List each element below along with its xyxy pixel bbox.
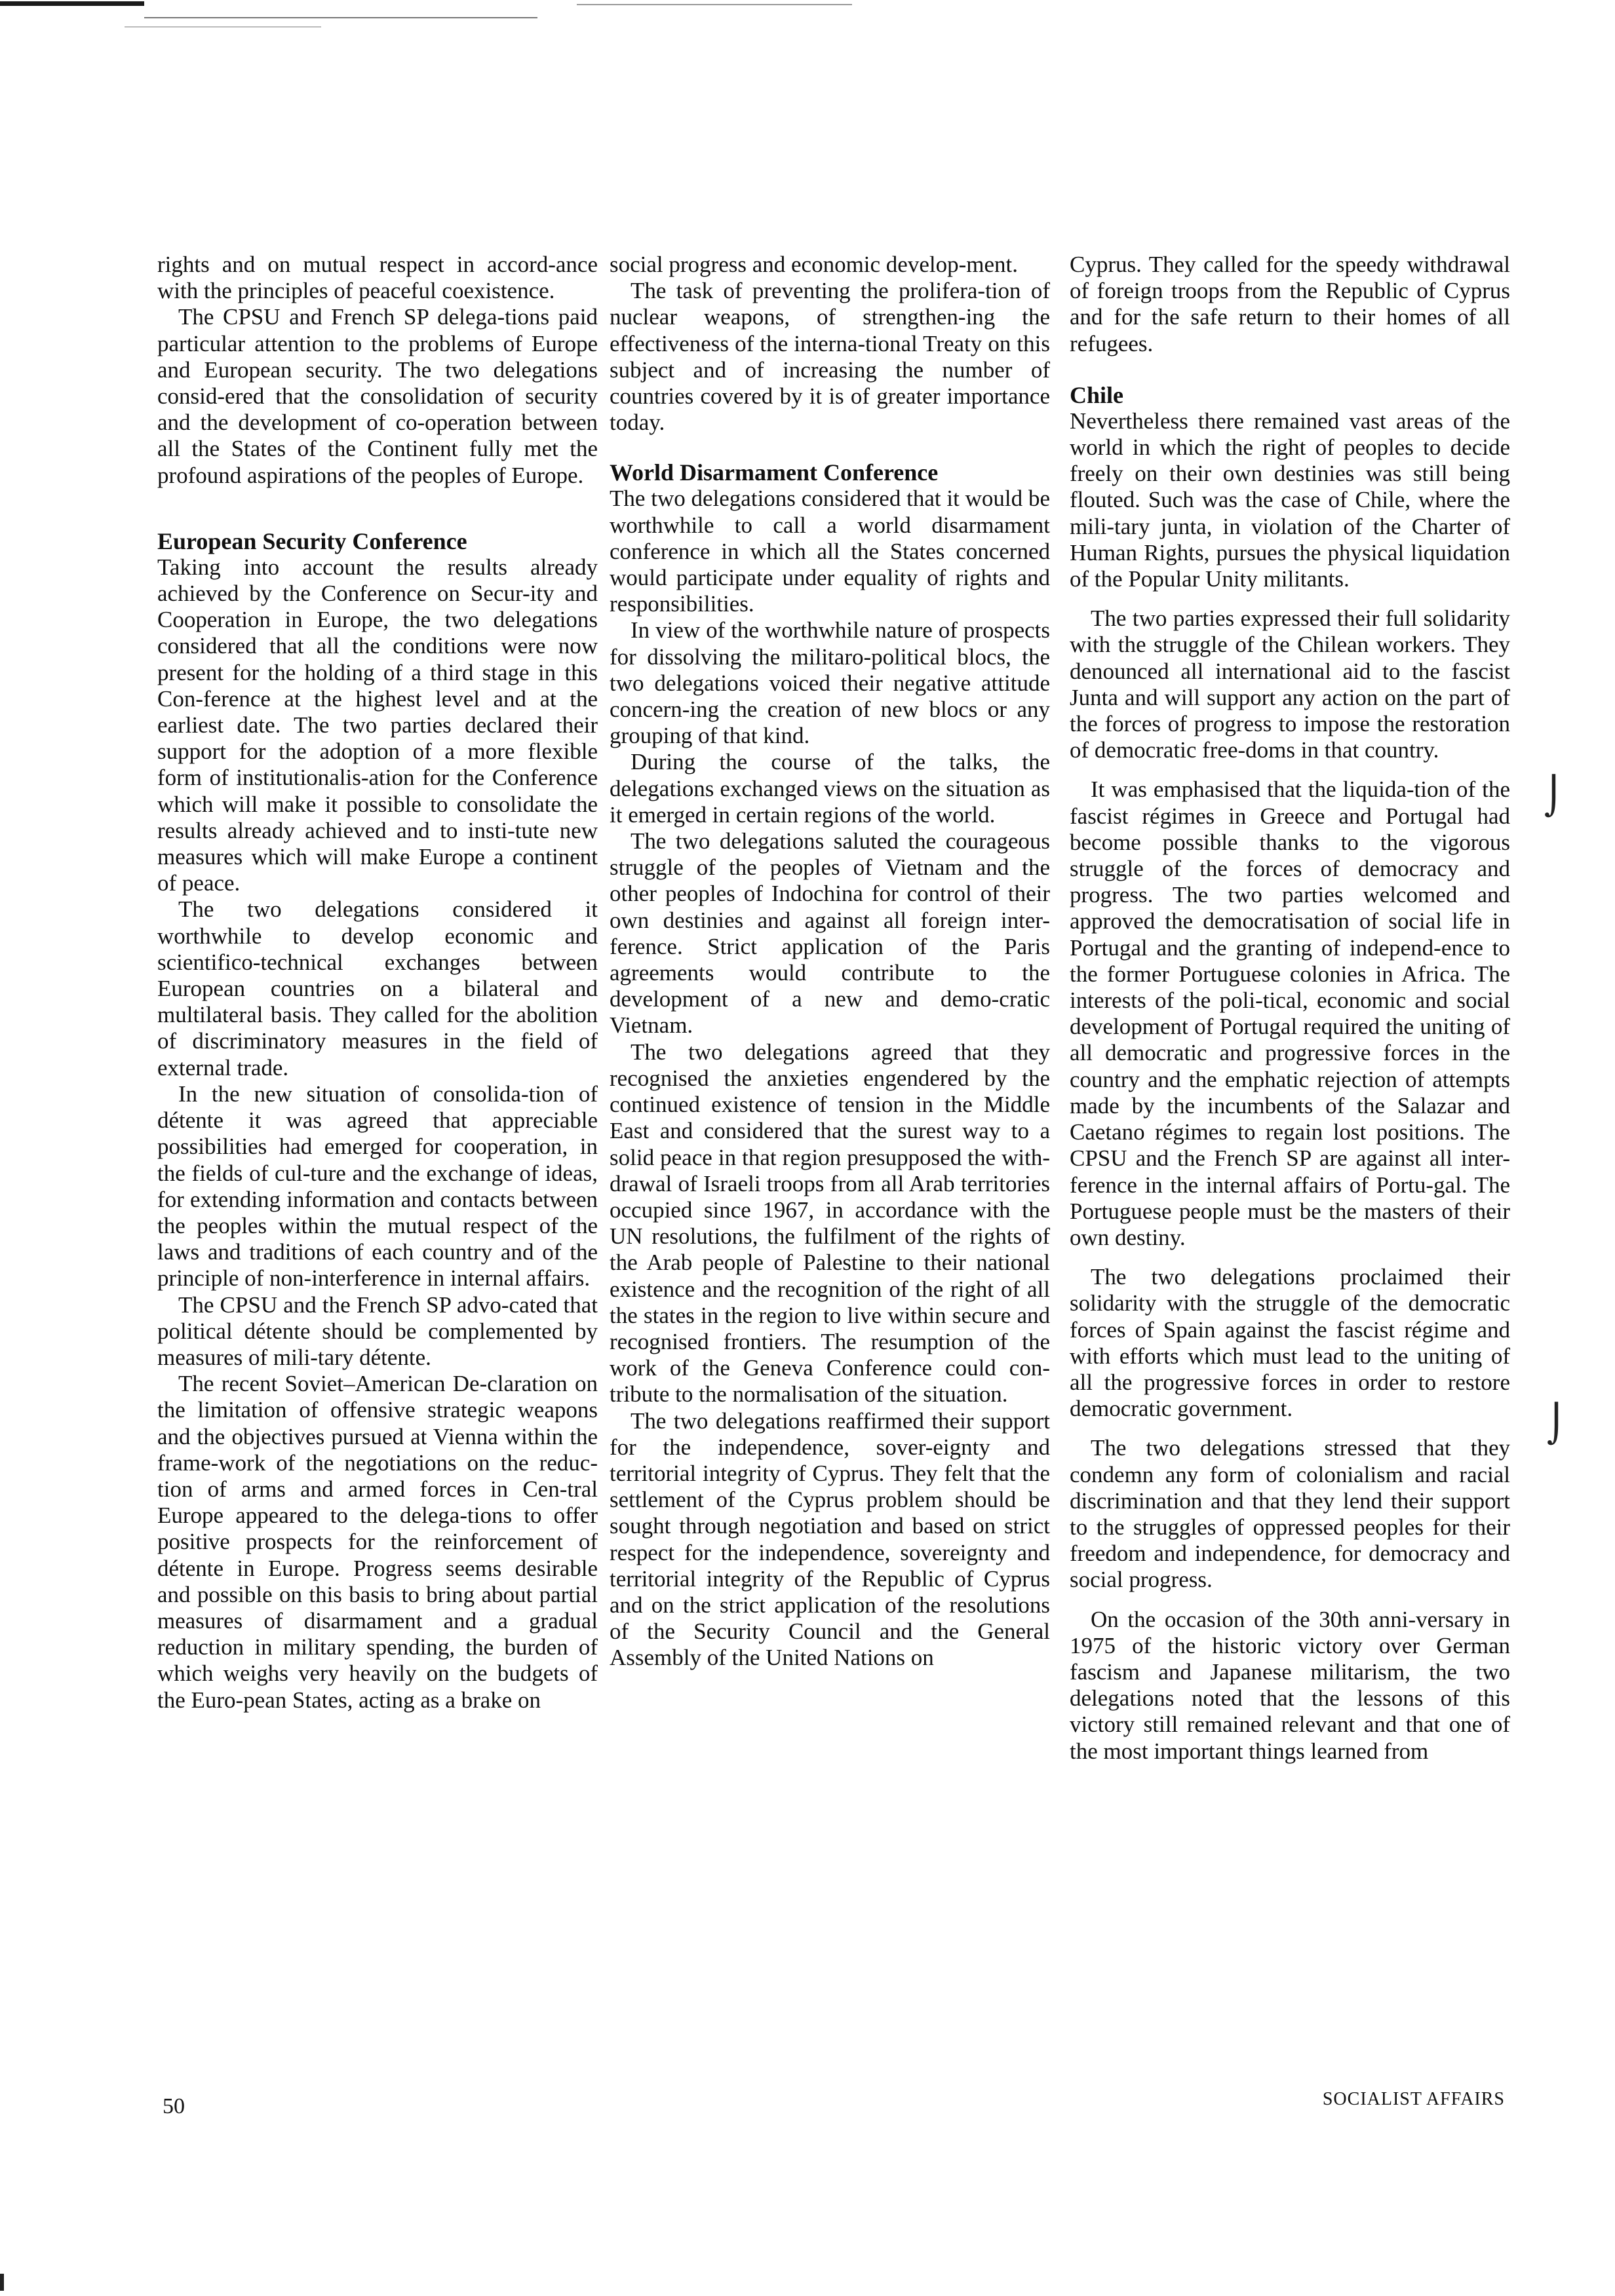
header-rule bbox=[0, 1, 144, 6]
paragraph: Nevertheless there remained vast areas of the world in which the right of peoples to decide freely on their own destinies was still being flouted. Such was the case of Chile, where the mili-tary junta, in violation of the Charter of Human Rights, pursues the physical liquidation of the Popular Unity militants. bbox=[1070, 408, 1510, 592]
scan-corner-mark bbox=[0, 2274, 4, 2291]
paragraph: The two delegations reaffirmed their support for the independence, sover-eignty and territorial integrity of Cyprus. They felt that the settlement of the Cyprus problem should be sought through negotiation and based on strict respect for the independence, sovereignty and territorial integrity of the Republic of Cyprus and on the strict application of the resolutions of the Security Council and the General Assembly of the United Nations on bbox=[610, 1407, 1050, 1671]
paragraph: In the new situation of consolida-tion of détente it was agreed that appreciable possibilities had emerged for cooperation, in the fields of cul-ture and the exchange of ideas, for extending information and contacts between the peoples within the mutual respect of the laws and traditions of each country and of the principle of non-interference in internal affairs. bbox=[157, 1081, 598, 1292]
header-rule-thin bbox=[144, 17, 537, 18]
section-heading-chile: Chile bbox=[1070, 381, 1124, 408]
paragraph: rights and on mutual respect in accord-ance with the principles of peaceful coexistence. bbox=[157, 252, 598, 304]
paragraph: Cyprus. They called for the speedy withdrawal of foreign troops from the Republic of Cyprus and for the safe return to their homes of all refugees. bbox=[1070, 252, 1510, 356]
paragraph: The two delegations proclaimed their solidarity with the struggle of the democratic forces of Spain against the fascist régime and with efforts which must lead to the uniting of all the progressive forces in order to restore democratic government. bbox=[1070, 1264, 1510, 1422]
paragraph: The two parties expressed their full solidarity with the struggle of the Chilean workers. They denounced all international aid to the fascist Junta and will support any action on the part of the forces of progress to impose the restoration of democratic free-doms in that country. bbox=[1070, 605, 1510, 763]
header-rule-right bbox=[577, 4, 852, 5]
margin-mark-icon: ⌡ bbox=[1547, 1403, 1566, 1445]
section-heading-world-disarmament: World Disarmament Conference bbox=[610, 459, 939, 486]
paragraph: The CPSU and the French SP advo-cated that political détente should be complemented by measures of mili-tary détente. bbox=[157, 1292, 598, 1370]
page-number: 50 bbox=[163, 2094, 185, 2118]
paragraph: social progress and economic develop-ment. bbox=[610, 252, 1018, 277]
paragraph: On the occasion of the 30th anni-versary in 1975 of the historic victory over German fascism and Japanese militarism, the two delegations noted that the lessons of this victory still remained relevant and that one of the most important things learned from bbox=[1070, 1606, 1510, 1764]
paragraph: The two delegations considered it worthwhile to develop economic and scientifico-technical exchanges between European countries on a bilateral and multilateral basis. They called for the abolition of discriminatory measures in the field of external trade. bbox=[157, 896, 598, 1081]
paragraph: The recent Soviet–American De-claration on the limitation of offensive strategic weapons and the objectives pursued at Vienna within the frame-work of the negotiations on the reduc-tion of arms and armed forces in Cen-tral Europe appeared to the delega-tions to offer positive prospects for the reinforcement of détente in Europe. Progress seems desirable and possible on this basis to bring about partial measures of disarmament and a gradual reduction in military spending, the burden of which weighs very heavily on the budgets of the Euro-pean States, acting as a brake on bbox=[157, 1371, 598, 1713]
text-column-left bbox=[157, 252, 598, 1713]
paragraph: During the course of the talks, the delegations exchanged views on the situation as it emerged in certain regions of the world. bbox=[610, 749, 1050, 828]
paragraph: It was emphasised that the liquida-tion of the fascist régimes in Greece and Portugal had become possible thanks to the vigorous struggle of the forces of democracy and progress. The two parties welcomed and approved the democratisation of social life in Portugal and the granting of independ-ence to the former Portuguese colonies in Africa. The interests of the poli-tical, economic and social development of Portugal required the uniting of all democratic and progressive forces in the country and the emphatic rejection of attempts made by the incumbents of the Salazar and Caetano régimes to regain lost positions. The CPSU and the French SP are against all inter-ference in the internal affairs of Portu-gal. The Portuguese people must be the masters of their own destiny. bbox=[1070, 776, 1510, 1250]
paragraph: The task of preventing the prolifera-tion of nuclear weapons, of strengthen-ing the effectiveness of the interna-tional Treaty on this subject and of increasing the number of countries covered by it is of greater importance today. bbox=[610, 278, 1050, 436]
paragraph: In view of the worthwhile nature of prospects for dissolving the militaro-political blocs, the two delegations voiced their negative attitude concern-ing the creation of new blocs or any grouping of that kind. bbox=[610, 617, 1050, 749]
publication-name: SOCIALIST AFFAIRS bbox=[1322, 2089, 1505, 2109]
paragraph: The two delegations saluted the courageous struggle of the peoples of Vietnam and the other peoples of Indochina for control of their own destinies and against all foreign inter-ference. Strict application of the Paris agreements would contribute to the development of a new and demo-cratic Vietnam. bbox=[610, 828, 1050, 1039]
header-rule-faint bbox=[125, 26, 321, 28]
margin-mark-icon: ⌡ bbox=[1544, 775, 1564, 818]
section-heading-european-security: European Security Conference bbox=[157, 527, 467, 554]
text-column-middle bbox=[610, 252, 1050, 1672]
paragraph: The two delegations considered that it would be worthwhile to call a world disarmament conference in which all the States concerned would participate under equality of rights and responsibilities. bbox=[610, 486, 1050, 617]
paragraph: The two delegations agreed that they recognised the anxieties engendered by the continued existence of tension in the Middle East and considered that the surest way to a solid peace in that region presupposed the with-drawal of Israeli troops from all Arab territories occupied since 1967, in accordance with the UN resolutions, the fulfilment of the rights of the Arab people of Palestine to their national existence and the recognition of the right of all the states in the region to live within secure and recognised frontiers. The resumption of the work of the Geneva Conference could con-tribute to the normalisation of the situation. bbox=[610, 1039, 1050, 1407]
paragraph: The two delegations stressed that they condemn any form of colonialism and racial discrimination and that they lend their support to the struggles of oppressed peoples for their freedom and independence, for democracy and social progress. bbox=[1070, 1435, 1510, 1593]
text-column-right bbox=[1070, 252, 1510, 1765]
paragraph: The CPSU and French SP delega-tions paid particular attention to the problems of Europe and European security. The two delegations consid-ered that the consolidation of security and the development of co-operation between all the States of the Continent fully met the profound aspirations of the peoples of Europe. bbox=[157, 304, 598, 488]
paragraph: Taking into account the results already achieved by the Conference on Secur-ity and Cooperation in Europe, the two delegations considered that all the conditions were now present for the holding of a third stage in this Con-ference at the highest level and at the earliest date. The two parties declared their support for the adoption of a more flexible form of institutionalis-ation for the Conference which will make it possible to consolidate the results already achieved and to insti-tute new measures which will make Europe a continent of peace. bbox=[157, 554, 598, 896]
